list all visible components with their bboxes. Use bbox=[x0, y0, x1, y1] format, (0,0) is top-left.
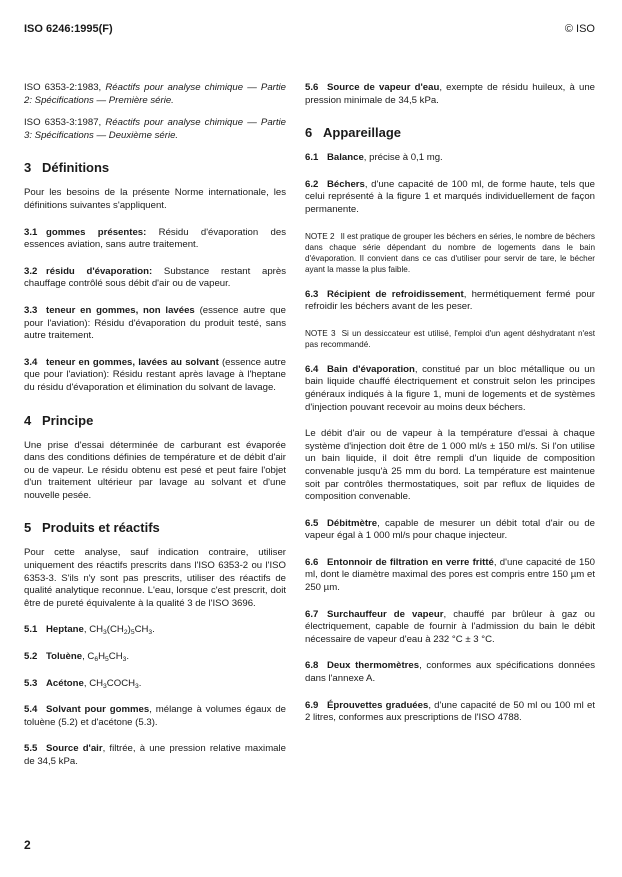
apparatus-recipient: 6.3 Récipient de refroidissement, hermétiquement fermé pour refroidir les béchers avant de les peser. bbox=[305, 288, 596, 313]
reference-iso-6353-2: ISO 6353-2:1983, Réactifs pour analyse chimique — Partie 2: Spécifications — Première série. bbox=[24, 82, 286, 106]
section-heading-appareillage: 6 Appareillage bbox=[305, 125, 402, 141]
definition-3-4: 3.4 teneur en gommes, lavées au solvant (essence autre que pour l'aviation): Résidu restant après lavage à l'heptane du résidu d'évaporation et élimination du solvant de lavage. bbox=[24, 356, 286, 393]
document-id: ISO 6246:1995(F) bbox=[24, 23, 113, 35]
copyright: © ISO bbox=[564, 23, 595, 35]
apparatus-bechers: 6.2 Béchers, d'une capacité de 100 ml, de forme haute, tels que celui représenté à la figure 1 et marqués individuellement de façon permanente. bbox=[305, 178, 595, 215]
reagent-source-air: 5.5 Source d'air, filtrée, à une pression relative maximale de 34,5 kPa. bbox=[24, 743, 286, 767]
definition-3-3: 3.3 teneur en gommes, non lavées (essence autre que pour l'aviation): Résidu d'évaporation du produit testé, sans autre traitement. bbox=[24, 304, 286, 342]
reference-iso-6353-3: ISO 6353-3:1987, Réactifs pour analyse chimique — Partie 3: Spécifications — Deuxième série. bbox=[24, 117, 286, 141]
section-heading-definitions: 3 Définitions bbox=[24, 160, 110, 176]
produits-intro: Pour cette analyse, sauf indication contraire, utiliser uniquement des réactifs prescrits dans l'ISO 6353-2 ou l'ISO 6353-3. S'ils n'y sont pas prescrits, utiliser des réactifs de qualité analytique reconnue. L'eau, lorsque c'est prescrit, doit être de pureté équivalente à la qualité 3 de l'ISO 3696. bbox=[24, 547, 286, 609]
definition-3-2: 3.2 résidu d'évaporation: Substance restant après chauffage contrôlé sous débit d'air ou de vapeur. bbox=[24, 265, 286, 290]
apparatus-surchauffeur: 6.7 Surchauffeur de vapeur, chauffé par brûleur à gaz ou électriquement, capable de fournir à l'admission du bain le débit nécessaire de vapeur d'eau à 232 °C ± 3 °C. bbox=[305, 608, 595, 645]
reagent-solvant: 5.4 Solvant pour gommes, mélange à volumes égaux de toluène (5.2) et d'acétone (5.3). bbox=[24, 704, 286, 728]
definitions-intro: Pour les besoins de la présente Norme internationale, les définitions suivantes s'appliquent. bbox=[24, 187, 286, 211]
apparatus-debitmetre: 6.5 Débitmètre, capable de mesurer un débit total d'air ou de vapeur égal à 1 000 ml/s pour chaque injecteur. bbox=[305, 517, 595, 542]
principe-text: Une prise d'essai déterminée de carburant est évaporée dans des conditions définies de température et de débit d'air ou de vapeur. Le résidu obtenu est pesé et peut faire l'objet d'un traitement ultérieur par lavage au solvant et d'une nouvelle pesée. bbox=[24, 439, 286, 501]
apparatus-eprouvettes: 6.9 Éprouvettes graduées, d'une capacité de 50 ml ou 100 ml et 2 litres, conformes aux prescriptions de l'ISO 4788. bbox=[305, 699, 595, 724]
left-column bbox=[24, 82, 286, 783]
reagent-source-vapeur: 5.6 Source de vapeur d'eau, exempte de résidu huileux, à une pression minimale de 34,5 kPa. bbox=[305, 82, 595, 106]
apparatus-thermometres: 6.8 Deux thermomètres, conformes aux spécifications données dans l'annexe A. bbox=[305, 660, 596, 685]
heptane-formula: , $CH_3(CH_2)_5CH_3$. bbox=[83, 624, 155, 637]
section-heading-produits: 5 Produits et réactifs bbox=[24, 520, 160, 536]
apparatus-balance: 6.1 Balance, précise à 0,1 mg. bbox=[305, 152, 443, 164]
definition-3-1: 3.1 gommes présentes: Résidu d'évaporation des essences aviation, sans autre traitement. bbox=[24, 226, 286, 251]
note-2: NOTE 2 Il est pratique de grouper les béchers en séries, le nombre de béchers dans chaque série dépendant du nombre de logements dans le bain d'évaporation. Il convient dans ce cas d'utiliser pour servir de tare, le bécher ayant la masse la plus faible. bbox=[305, 231, 595, 274]
note-3: NOTE 3 Si un dessiccateur est utilisé, l'emploi d'un agent déshydratant n'est pas recommandé. bbox=[305, 328, 595, 349]
acetone-formula: , $CH_3COCH_3$. bbox=[83, 677, 142, 690]
reagent-acetone: 5.3 Acétone, $CH_3COCH_3$. bbox=[24, 677, 142, 690]
apparatus-entonnoir: 6.6 Entonnoir de filtration en verre fritté, d'une capacité de 150 ml, dont le diamètre maximal des pores est compris entre 150 µm et 250 µm. bbox=[305, 556, 595, 594]
toluene-formula: , $C_6H_5CH_3$. bbox=[82, 651, 130, 664]
bain-details: Le débit d'air ou de vapeur à la température d'essai à chaque système d'injection doit être de 1 000 ml/s ± 150 ml/s. Si l'on utilise un bain liquide, il doit être rempli d'un liquide de composition convenable jusqu'à 25 mm du bord. La température est maintenue soit par contrôles thermostatiques, soit par reflux de liquides de composition convenable. bbox=[305, 428, 595, 503]
page-number: 2 bbox=[24, 838, 31, 852]
section-heading-principe: 4 Principe bbox=[24, 412, 94, 428]
reagent-heptane: 5.1 Heptane, $CH_3(CH_2)_5CH_3$. bbox=[24, 624, 155, 637]
apparatus-bain: 6.4 Bain d'évaporation, constitué par un bloc métallique ou un bain liquide chauffé électriquement et construit selon les principes généraux indiqués à la figure 1, muni de logements et de systèmes d'injection pouvant recevoir au moins deux béchers. bbox=[305, 363, 595, 413]
right-column bbox=[305, 82, 595, 739]
reagent-toluene: 5.2 Toluène, $C_6H_5CH_3$. bbox=[24, 651, 130, 664]
